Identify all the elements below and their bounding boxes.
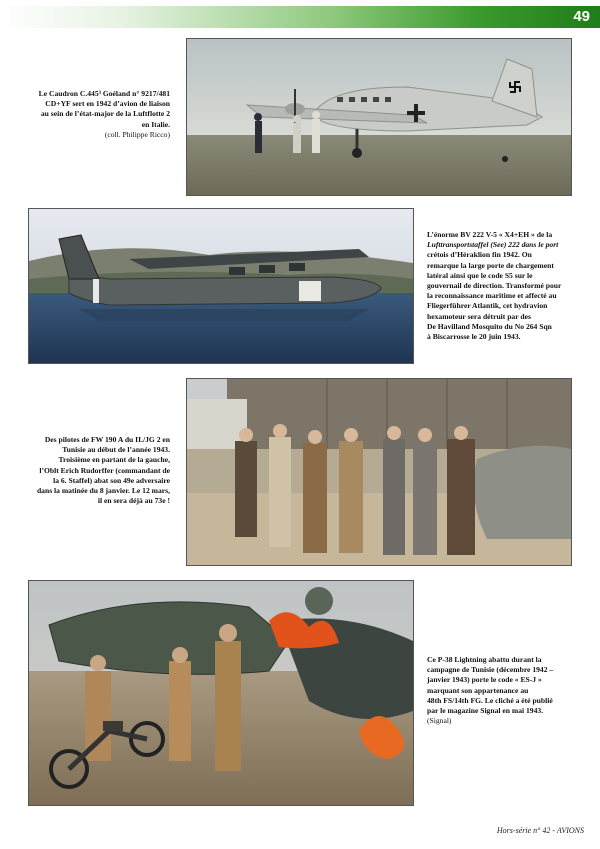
photo-bv222 (28, 208, 414, 364)
caption-line: Fliegerführer Atlantik, cet hydravion (427, 301, 548, 311)
caption-line: en Italie. (141, 119, 170, 129)
caption-line: remarque la large porte de chargement (427, 260, 554, 270)
photo-pilots-image (187, 379, 571, 565)
caption-line: Des pilotes de FW 190 A du II./JG 2 en (44, 435, 170, 444)
caption-line: marquant son appartenance au (427, 685, 529, 695)
header-bar (0, 6, 600, 28)
photo-p38-image (29, 581, 413, 805)
caption-line: hexamoteur sera détruit par des (427, 311, 531, 321)
caption-line: De Havilland Mosquito du No 264 Sqn (427, 321, 552, 331)
caption-caudron (0, 89, 170, 140)
caption-p38 (427, 655, 599, 726)
photo-p38 (28, 580, 414, 806)
caption-line: janvier 1943) porte le code « ES-J » (427, 675, 542, 685)
caption-line: Tunisie au début de l’année 1943. (62, 445, 170, 455)
caption-line: à Biscarrosse le 20 juin 1943. (427, 332, 521, 342)
caption-line: Troisième en partant de la gauche, (58, 455, 170, 465)
caption-line: 48th FS/14th FG. Le cliché a été publié (427, 695, 553, 705)
caption-line: Lufttransportstaffel (See) 222 dans le port (427, 240, 559, 250)
caption-line: il en sera déjà au 73e ! (97, 496, 170, 506)
caption-line: par le magazine Signal en mai 1943. (427, 706, 544, 716)
caption-line: CD+YF sert en 1942 d’avion de liaison (45, 99, 170, 109)
caption-credit: (Signal) (427, 716, 452, 726)
photo-caudron (186, 38, 572, 196)
caption-line: latéral ainsi que le code S5 sur le (427, 270, 533, 280)
caption-credit: (coll. Philippe Ricco) (104, 129, 170, 139)
caption-line: dans la matinée du 8 janvier. Le 12 mars, (36, 486, 170, 496)
caption-line: la reconnaissance maritime et affecté au (427, 291, 557, 301)
caption-pilots (0, 435, 170, 506)
caption-line: au sein de l’état-major de la Luftflotte 2 (40, 109, 170, 119)
caption-line: l’Oblt Erich Rudorffer (commandant de (39, 465, 170, 475)
caption-line: crétois d’Héraklion fin 1942. On (427, 250, 532, 260)
photo-pilots (186, 378, 572, 566)
photo-caudron-image (187, 39, 571, 195)
caption-line: campagne de Tunisie (décembre 1942 – (427, 665, 554, 675)
caption-line: Le Caudron C.445³ Goéland n° 9217/481 (38, 89, 170, 98)
photo-bv222-image (29, 209, 413, 363)
caption-line: la 6. Staffel) abat son 49e adversaire (53, 475, 170, 485)
caption-line: gouvernail de direction. Transformé pour (427, 281, 562, 291)
page-footer: Hors-série n° 42 - AVIONS (496, 826, 584, 835)
caption-bv222 (427, 230, 599, 342)
caption-line: L’énorme BV 222 V-5 « X4+EH » de la (427, 230, 553, 239)
caption-line: Ce P-38 Lightning abattu durant la (427, 655, 542, 664)
page-number: 49 (573, 8, 590, 25)
